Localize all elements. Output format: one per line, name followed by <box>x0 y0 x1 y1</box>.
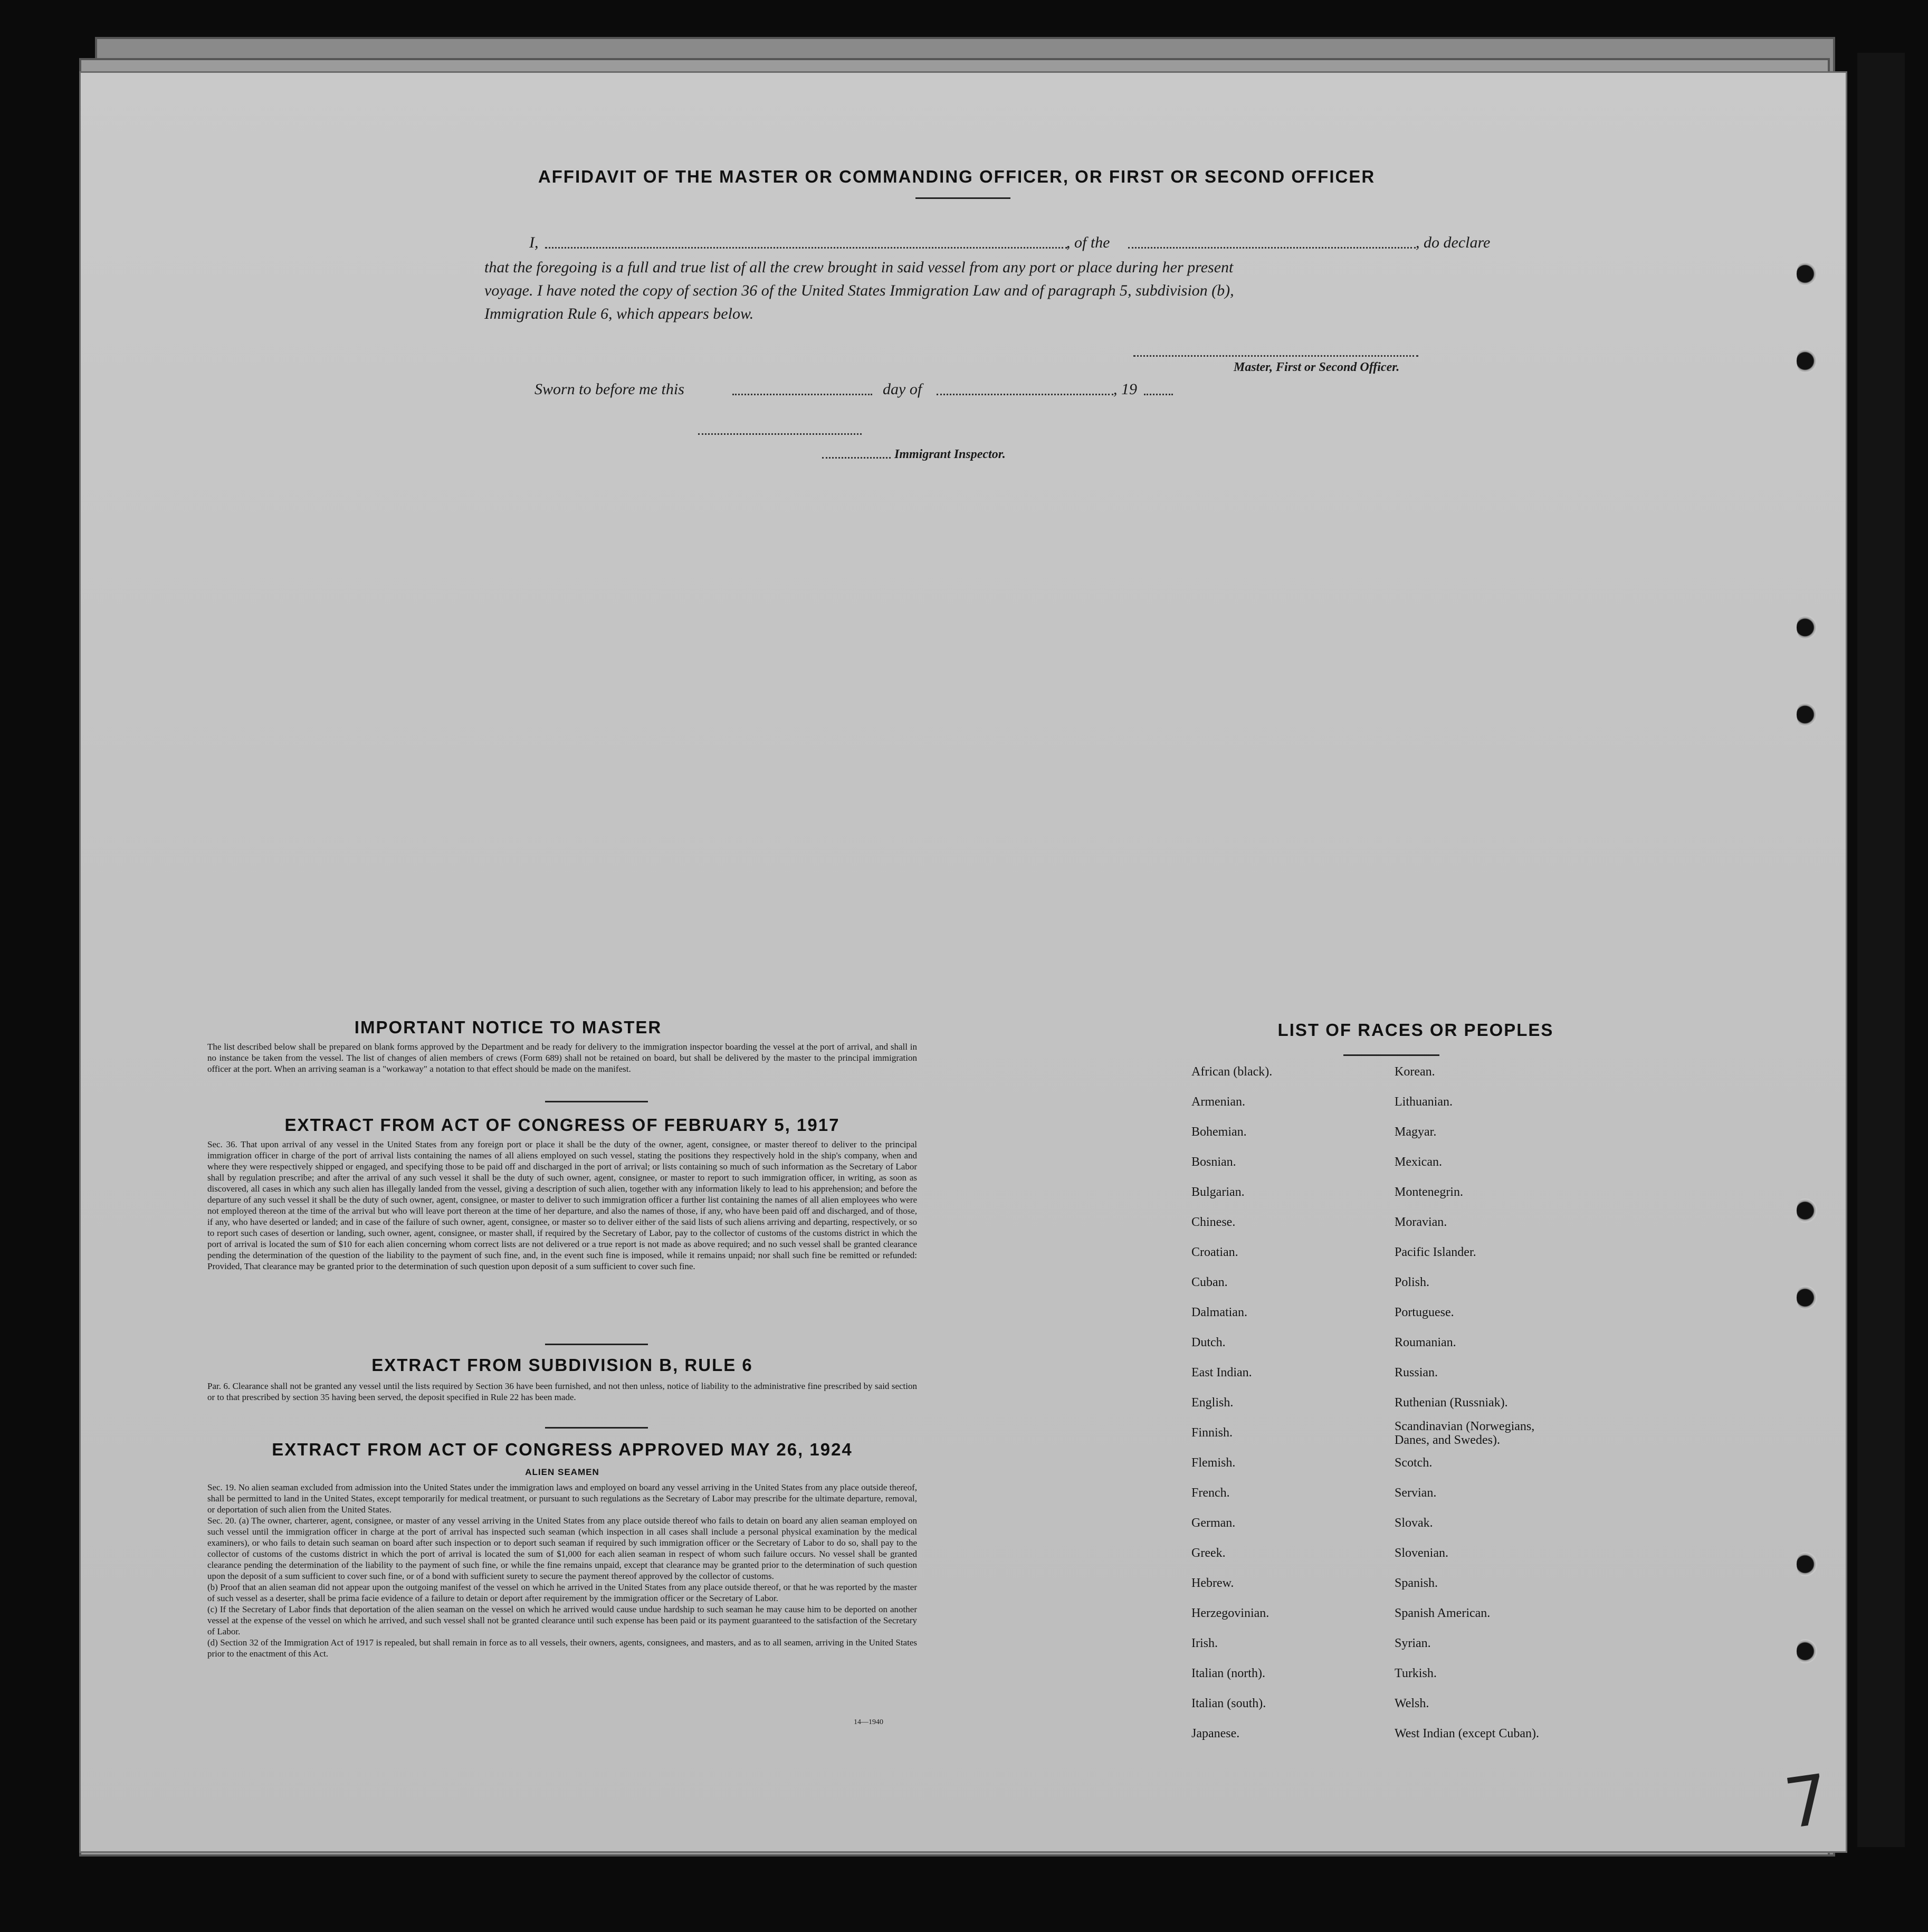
race-list-item: Syrian. <box>1395 1636 1431 1650</box>
race-list-item: Spanish American. <box>1395 1606 1491 1620</box>
race-list-item: Pacific Islander. <box>1395 1245 1476 1259</box>
race-list-item: Polish. <box>1395 1276 1430 1289</box>
punch-hole-icon <box>1797 1638 1818 1665</box>
extract-rule6-title: EXTRACT FROM SUBDIVISION B, RULE 6 <box>371 1355 753 1375</box>
extract-1924-body: Sec. 19. No alien seaman excluded from admission into the United States under the immigration laws and employed on board any vessel arriving in the United States from any place outside thereof, shall be permitted to land in the United States, except temporarily for medical treatment, or pursuant to such regulations as the Secretary of Labor may prescribe for the ultimate departure, removal, or deportation of such alien from the United States. Sec. 20. (a) The owner, charterer, agent, consignee, or master of any vessel arriving in the United States from any place outside thereof who fails to detain on board any alien seaman employed on such vessel until the immigration officer in charge at the port of arrival has inspected such seaman (which inspection in all cases shall include a personal physical examination by the medical examiners), or who fails to detain such seaman on board after such inspection or to deport such seaman if required by such immigration officer or the Secretary of Labor to do so, shall pay to the collector of customs of the customs district in which the port of arrival is located the sum of $1,000 for each alien seaman in respect of whom such failure occurs. No vessel shall be granted clearance pending the determination of the liability to the payment of such fine, or while the fine remains unpaid, except that clearance may be granted prior to the determination of such question upon the deposit of a sum sufficient to cover such fine, or of a bond with sufficient surety to secure the payment thereof approved by the collector of customs. (b) Proof that an alien seaman did not appear upon the outgoing manifest of the vessel on which he arrived in the United States from any place outside thereof, or that he was reported by the master of such vessel as a deserter, shall be prima facie evidence of a failure to detain or deport after requirement by the immigration officer or the Secretary of Labor. (c) If the Secretary of Labor finds that deportation of the alien seaman on the vessel on which he arrived would cause undue hardship to such seaman he may cause him to be deported on another vessel at the expense of the vessel on which he arrived, and such vessel shall not be granted clearance until such expense has been paid or its payment guaranteed to the satisfaction of the Secretary of Labor. (d) Section 32 of the Immigration Act of 1917 is repealed, but shall remain in force as to all vessels, their owners, agents, consignees, and masters, and as to all seamen, arriving in the United States prior to the enactment of this Act. <box>207 1482 917 1659</box>
race-list-item: Armenian. <box>1191 1095 1245 1109</box>
section-divider <box>545 1344 648 1345</box>
vessel-field-line[interactable] <box>1128 247 1416 249</box>
inspector-lead-line <box>822 457 891 459</box>
race-list-item: Ruthenian (Russniak). <box>1395 1396 1508 1410</box>
race-list-item: German. <box>1191 1516 1236 1530</box>
race-list-item: Lithuanian. <box>1395 1095 1453 1109</box>
race-list-item: Slovak. <box>1395 1516 1433 1530</box>
race-list-item: Bosnian. <box>1191 1155 1236 1169</box>
punch-hole-icon <box>1797 1284 1818 1311</box>
race-list-item: East Indian. <box>1191 1366 1252 1379</box>
affidavit-line-2: voyage. I have noted the copy of section 36 of the United States Immigration Law and of paragraph 5, subdivision (b), <box>484 282 1234 299</box>
punch-hole-icon <box>1797 260 1818 288</box>
race-list-item: Bohemian. <box>1191 1125 1247 1139</box>
year-field-line[interactable] <box>1144 394 1173 395</box>
race-list-item: Portuguese. <box>1395 1306 1454 1319</box>
notice-body: The list described below shall be prepared on blank forms approved by the Department and be ready for delivery to the immigration inspector boarding the vessel at the port of arrival, and shall in no instance be taken from the vessel. The list of changes of alien members of crews (Form 689) shall not be retained on board, but shall be delivered by the master to the principal immigration officer at the port. When an arriving seaman is a "workaway" a notation to that effect should be made on the manifest. <box>207 1042 917 1074</box>
punch-hole-icon <box>1797 347 1818 375</box>
race-list-item: Irish. <box>1191 1636 1218 1650</box>
race-list-item: Turkish. <box>1395 1667 1437 1680</box>
race-list-item: Dalmatian. <box>1191 1306 1247 1319</box>
race-list-item: Croatian. <box>1191 1245 1238 1259</box>
race-list-item: Scotch. <box>1395 1456 1433 1470</box>
day-of-label: day of <box>883 380 922 398</box>
extract-1924-subtitle: ALIEN SEAMEN <box>525 1467 599 1477</box>
handwritten-mark: 7 <box>1779 1758 1834 1845</box>
year-prefix-label: , 19 <box>1113 380 1137 398</box>
race-list-item: Welsh. <box>1395 1697 1429 1710</box>
race-list-item: Herzegovinian. <box>1191 1606 1270 1620</box>
affidavit-line-3: Immigration Rule 6, which appears below. <box>484 305 754 322</box>
document-page <box>79 71 1847 1853</box>
extract-rule6-body: Par. 6. Clearance shall not be granted any vessel until the lists required by Section 36 have been furnished, and not then unless, notice of liability to the administrative fine prescribed by said section or to that prescribed by section 35 having been served, the deposit specified in Rule 22 has been made. <box>207 1381 917 1402</box>
sworn-day-line[interactable] <box>732 394 872 395</box>
race-list-item: Greek. <box>1191 1546 1226 1560</box>
race-list-item: Italian (north). <box>1191 1667 1265 1680</box>
race-list-item: Servian. <box>1395 1486 1437 1500</box>
affidavit-of-the-label: , of the <box>1066 234 1110 251</box>
punch-hole-icon <box>1797 614 1818 641</box>
race-list-item: Montenegrin. <box>1395 1185 1463 1199</box>
race-list-item: Korean. <box>1395 1065 1435 1079</box>
affidavit-i-label: I, <box>529 234 539 251</box>
race-list-item: Moravian. <box>1395 1215 1447 1229</box>
race-list-item: Dutch. <box>1191 1336 1226 1349</box>
punch-hole-icon <box>1797 1550 1818 1578</box>
signature-caption: Master, First or Second Officer. <box>1234 360 1400 374</box>
race-list-item: Mexican. <box>1395 1155 1442 1169</box>
race-list-item: English. <box>1191 1396 1234 1410</box>
punch-hole-icon <box>1797 701 1818 728</box>
section-divider <box>545 1427 648 1429</box>
sworn-label: Sworn to before me this <box>535 380 684 398</box>
section-divider <box>545 1101 648 1102</box>
races-title: LIST OF RACES OR PEOPLES <box>1277 1020 1554 1040</box>
form-number: 14—1940 <box>854 1718 883 1726</box>
affidavit-title: AFFIDAVIT OF THE MASTER OR COMMANDING OFFICER, OR FIRST OR SECOND OFFICER <box>538 167 1376 186</box>
race-list-item: Italian (south). <box>1191 1697 1266 1710</box>
race-list-item: Spanish. <box>1395 1576 1438 1590</box>
extract-1917-title: EXTRACT FROM ACT OF CONGRESS OF FEBRUARY 5, 1917 <box>284 1115 840 1135</box>
sworn-month-line[interactable] <box>937 394 1113 395</box>
affidavit-line-1: that the foregoing is a full and true list of all the crew brought in said vessel from any port or place during her present <box>484 259 1234 276</box>
race-list-item: Cuban. <box>1191 1276 1228 1289</box>
race-list-item: Magyar. <box>1395 1125 1437 1139</box>
race-list-item: Russian. <box>1395 1366 1438 1379</box>
extract-1917-body: Sec. 36. That upon arrival of any vessel in the United States from any foreign port or place it shall be the duty of the owner, agent, consignee, or master thereof to deliver to the principal immigration officer in charge of the port of arrival lists containing the names of all aliens employed on such vessel, stating the positions they respectively hold in the ship's company, when and where they were respectively shipped or engaged, and specifying those to be paid off and discharged in the port of arrival; or lists containing so much of such information as the Secretary of Labor shall by regulation prescribe; and after the arrival of any such vessel it shall be the duty of such owner, agent, consignee, or master to report to such immigration officer, in writing, as soon as discovered, all cases in which any such alien has illegally landed from the vessel, giving a description of such alien, together with any information likely to lead to his apprehension; and before the departure of any such vessel it shall be the duty of such owner, agent, consignee, or master to deliver to such immigration officer a further list containing the names of all alien employees who were not employed thereon at the time of the arrival but who will leave port thereon at the time of her departure, and also the names of those, if any, who have been paid off and discharged, and of those, if any, who have deserted or landed; and in case of the failure of such owner, agent, consignee, or master so to deliver either of the said lists of such aliens arriving and departing, respectively, or so to report such cases of desertion or landing, such owner, agent, consignee, or master shall, if required by the Secretary of Labor, pay to the collector of customs of the customs district in which the port of arrival is located the sum of $10 for each alien concerning whom correct lists are not delivered or a true report is not made as above required; and no such vessel shall be granted clearance pending the determination of the question of the liability to the payment of such fine, and, in the event such fine is imposed, while it remains unpaid; nor shall such fine be remitted or refunded: Provided, That clearance may be granted prior to the determination of such question upon deposit of a sum sufficient to cover such fine. <box>207 1139 917 1271</box>
affidavit-declare-label: , do declare <box>1416 234 1491 251</box>
race-list-item: French. <box>1191 1486 1230 1500</box>
name-field-line[interactable] <box>545 247 1067 249</box>
race-list-item: Finnish. <box>1191 1426 1233 1440</box>
race-list-item: Flemish. <box>1191 1456 1236 1470</box>
race-list-item: Chinese. <box>1191 1215 1236 1229</box>
title-divider <box>915 197 1010 199</box>
signature-field-line[interactable] <box>1133 355 1418 357</box>
race-list-item: African (black). <box>1191 1065 1273 1079</box>
race-list-item: Roumanian. <box>1395 1336 1456 1349</box>
race-list-item: Japanese. <box>1191 1727 1240 1740</box>
extract-1924-title: EXTRACT FROM ACT OF CONGRESS APPROVED MAY 26, 1924 <box>272 1440 853 1459</box>
race-list-item: Slovenian. <box>1395 1546 1448 1560</box>
binder-edge <box>1857 53 1905 1847</box>
race-list-item: Bulgarian. <box>1191 1185 1245 1199</box>
race-list-item: Scandinavian (Norwegians, Danes, and Swedes). <box>1395 1420 1535 1447</box>
punch-hole-icon <box>1797 1197 1818 1224</box>
notice-title: IMPORTANT NOTICE TO MASTER <box>354 1017 662 1037</box>
inspector-caption: Immigrant Inspector. <box>894 448 1006 461</box>
races-divider <box>1343 1054 1439 1056</box>
race-list-item: West Indian (except Cuban). <box>1395 1727 1539 1740</box>
race-list-item: Hebrew. <box>1191 1576 1234 1590</box>
inspector-signature-line[interactable] <box>698 433 862 435</box>
